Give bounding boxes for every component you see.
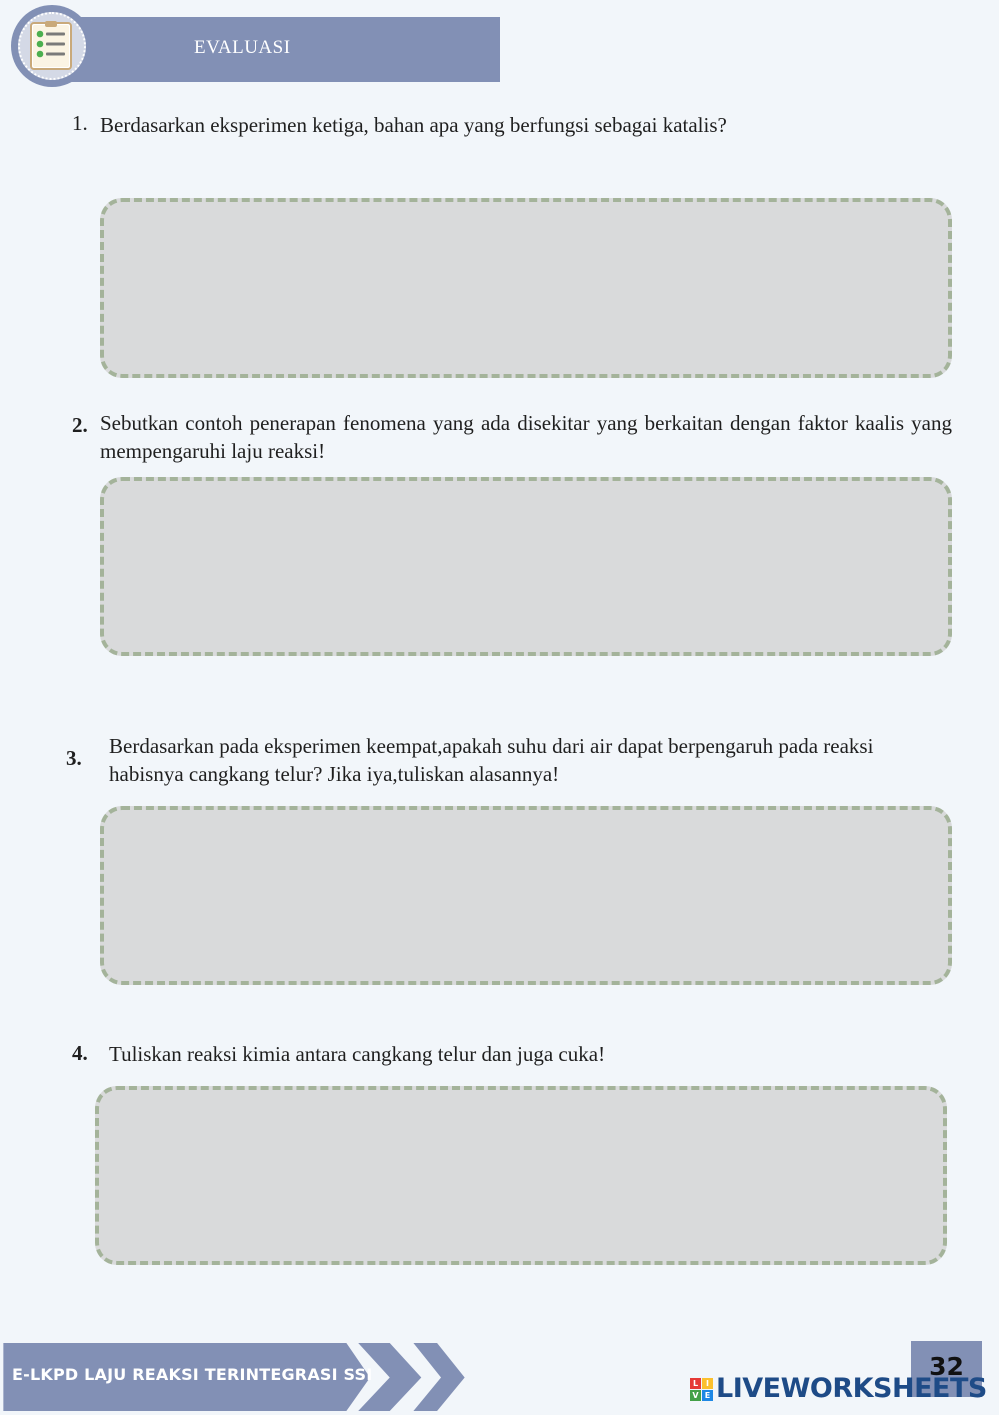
answer-box-1[interactable] [100, 198, 952, 378]
question-4-text: Tuliskan reaksi kimia antara cangkang telur dan juga cuka! [109, 1042, 606, 1066]
liveworksheets-logo-icon [690, 1378, 713, 1401]
question-1-number: 1. [72, 111, 88, 135]
answer-box-3[interactable] [100, 806, 952, 985]
footer-title: E-LKPD LAJU REAKSI TERINTEGRASI SSI [12, 1365, 373, 1384]
logo-letter-l: L [690, 1378, 701, 1389]
page-number: 32 [929, 1352, 964, 1381]
answer-box-2[interactable] [100, 477, 952, 656]
checklist-icon [28, 21, 76, 71]
question-3-number: 3. [66, 746, 82, 770]
question-2-number: 2. [72, 413, 88, 437]
question-4-number: 4. [72, 1041, 88, 1065]
answer-box-4[interactable] [95, 1086, 947, 1265]
liveworksheets-logo[interactable] [690, 1373, 987, 1404]
question-1-text: Berdasarkan eksperimen ketiga, bahan apa yang berfungsi sebagai katalis? [100, 113, 727, 137]
logo-letter-i: I [702, 1378, 713, 1389]
question-3-text: Berdasarkan pada eksperimen keempat,apakah suhu dari air dapat berpengaruh pada reaksi habisnya cangkang telur? Jika iya,tuliskan alasannya! [109, 734, 874, 786]
liveworksheets-logo-text: LIVEWORKSHEETS [716, 1373, 987, 1404]
header-icon-badge [11, 5, 93, 87]
question-2-text: Sebutkan contoh penerapan fenomena yang ada disekitar yang berkaitan dengan faktor kaalis yang mempengaruhi laju reaksi! [100, 411, 952, 463]
page-title: EVALUASI [194, 37, 291, 58]
logo-letter-e: E [702, 1390, 713, 1401]
logo-letter-v: V [690, 1390, 701, 1401]
